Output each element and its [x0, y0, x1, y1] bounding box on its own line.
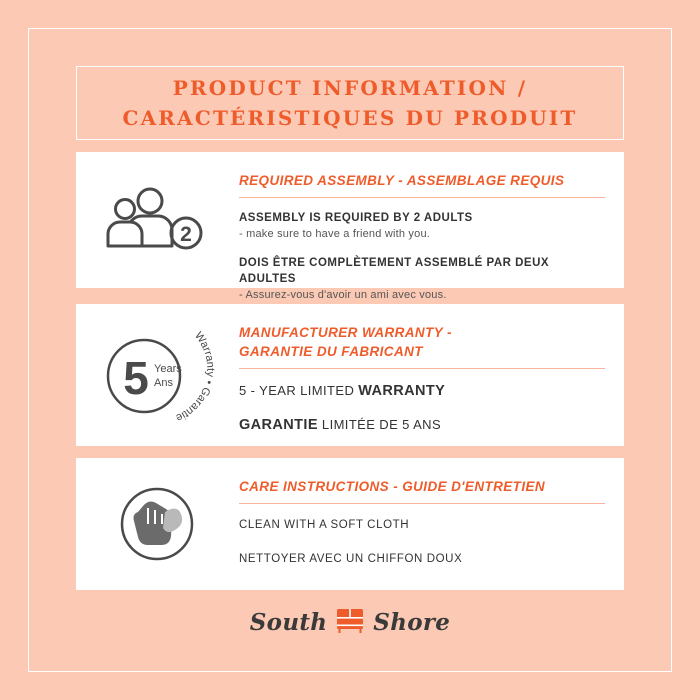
- five-year-warranty-seal-icon: [77, 305, 237, 445]
- assembly-heading: REQUIRED ASSEMBLY - ASSEMBLAGE REQUIS: [239, 171, 605, 198]
- warranty-arc-text: Warranty • Garantie: [173, 329, 217, 424]
- assembly-line-fr: DOIS ÊTRE COMPLÈTEMENT ASSEMBLÉ PAR DEUX ADULTES: [239, 257, 550, 285]
- warranty-years-fr: Ans: [154, 377, 173, 389]
- warranty-line-fr-plain: LIMITÉE DE 5 ANS: [317, 417, 442, 432]
- brand-logo: [0, 606, 700, 639]
- care-line-fr: NETTOYER AVEC UN CHIFFON DOUX: [239, 553, 463, 565]
- page-title-line-fr: CARACTÉRISTIQUES DU PRODUIT: [122, 106, 578, 130]
- logo-word-right: Shore: [373, 609, 451, 636]
- page-title: [76, 66, 624, 140]
- warranty-line-fr-bold: GARANTIE: [239, 417, 318, 433]
- logo-word-left: South: [249, 609, 328, 636]
- warranty-years-number: 5: [123, 352, 149, 404]
- adults-count-label: 2: [180, 223, 192, 246]
- section-manufacturer-warranty: [76, 304, 624, 446]
- warranty-line-en-plain: 5 - YEAR LIMITED: [239, 383, 359, 398]
- warranty-line-fr: [239, 415, 605, 435]
- assembly-line-en: ASSEMBLY IS REQUIRED BY 2 ADULTS: [239, 212, 473, 224]
- warranty-heading-fr: GARANTIE DU FABRICANT: [239, 344, 423, 359]
- warranty-heading: [239, 323, 605, 369]
- care-heading: CARE INSTRUCTIONS - GUIDE D'ENTRETIEN: [239, 477, 605, 504]
- care-line-en: CLEAN WITH A SOFT CLOTH: [239, 519, 410, 531]
- page-title-line-en: PRODUCT INFORMATION /: [172, 76, 528, 100]
- assembly-subline-en: - make sure to have a friend with you.: [239, 228, 431, 240]
- warranty-line-en-bold: WARRANTY: [358, 383, 446, 399]
- two-people-icon: [77, 153, 237, 287]
- section-required-assembly: [76, 152, 624, 301]
- hand-with-cloth-icon: [77, 459, 237, 589]
- assembly-subline-fr: - Assurez-vous d'avoir un ami avec vous.: [239, 289, 447, 301]
- warranty-heading-en: MANUFACTURER WARRANTY -: [239, 325, 452, 340]
- warranty-years-en: Years: [154, 363, 182, 375]
- warranty-line-en: [239, 381, 605, 401]
- section-care-instructions: [76, 458, 624, 590]
- assembly-text: [239, 153, 605, 301]
- care-text: [239, 459, 605, 589]
- spacer: [239, 242, 605, 255]
- warranty-text: [239, 305, 605, 445]
- dresser-icon: [335, 606, 365, 639]
